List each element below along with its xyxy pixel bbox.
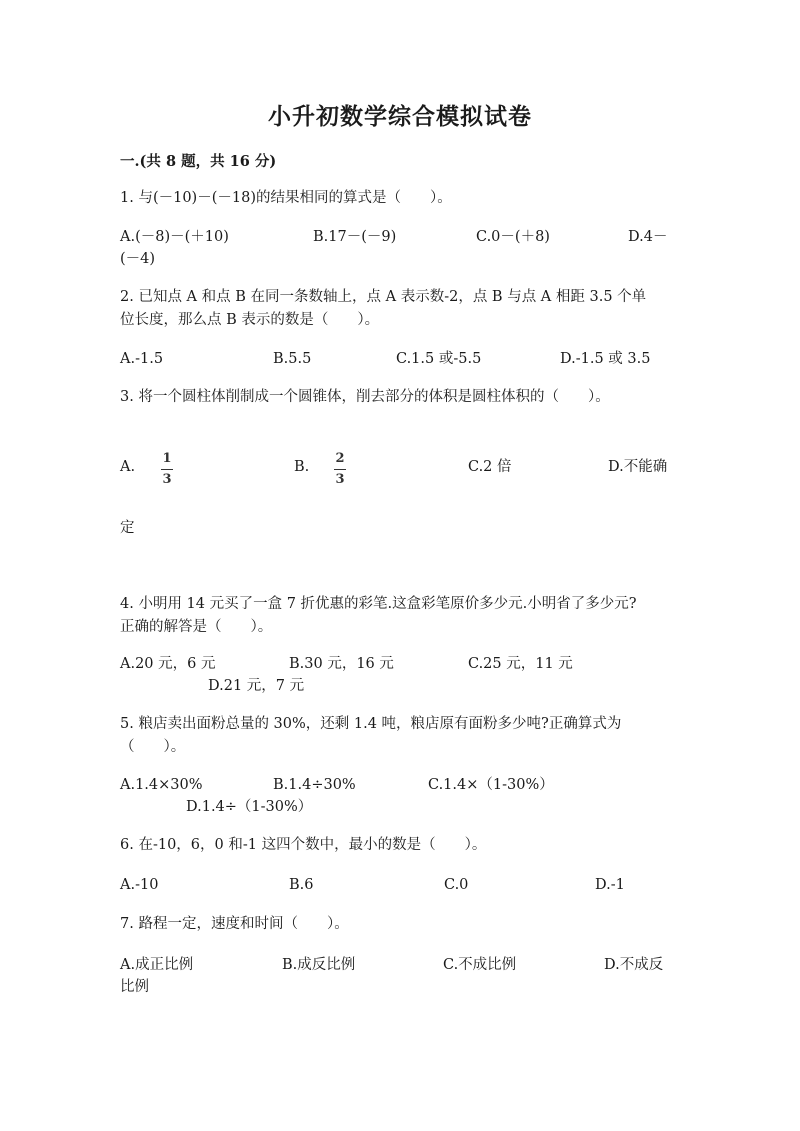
question-3-option-b: B. (294, 459, 310, 475)
question-1-option-d: D.4－ (628, 229, 668, 245)
section-heading: 一.(共 8 题，共 16 分) (120, 153, 277, 170)
question-7-option-b: B.成反比例 (282, 957, 356, 973)
question-5-option-a: A.1.4×30% (120, 777, 203, 793)
question-3-option-c: C.2 倍 (468, 459, 512, 475)
question-2-option-b: B.5.5 (273, 351, 312, 367)
question-7-option-c: C.不成比例 (443, 957, 517, 973)
question-6-option-b: B.6 (289, 877, 314, 893)
page-title: 小升初数学综合模拟试卷 (268, 103, 532, 130)
question-5-stem-line1: 5. 粮店卖出面粉总量的 30%，还剩 1.4 吨，粮店原有面粉多少吨?正确算式为 (120, 716, 622, 732)
question-3-option-a: A. (120, 459, 136, 475)
question-3-option-d: D.不能确 (608, 459, 668, 475)
fraction-denominator: 3 (162, 472, 172, 487)
question-1-option-b: B.17－(－9) (313, 229, 397, 245)
fraction-bar (161, 469, 173, 470)
question-1-option-c: C.0－(＋8) (476, 229, 550, 245)
question-6-option-d: D.-1 (595, 877, 625, 893)
question-1-option-a: A.(－8)－(＋10) (120, 229, 229, 245)
question-2-stem-line1: 2. 已知点 A 和点 B 在同一条数轴上，点 A 表示数-2，点 B 与点 A 相距 3.5 个单 (120, 289, 647, 305)
question-3-option-a-fraction (161, 452, 173, 487)
question-3-option-d-cont: 定 (120, 520, 135, 536)
question-6-option-a: A.-10 (120, 877, 159, 893)
fraction-bar (334, 469, 346, 470)
question-4-stem-line1: 4. 小明用 14 元买了一盒 7 折优惠的彩笔.这盒彩笔原价多少元.小明省了多少元? (120, 596, 637, 612)
question-4-option-d: D.21 元，7 元 (208, 678, 305, 694)
fraction-numerator: 2 (335, 451, 345, 466)
question-6-option-c: C.0 (444, 877, 469, 893)
question-2-stem-line2: 位长度，那么点 B 表示的数是（ ）。 (120, 312, 380, 328)
question-5-option-c: C.1.4×（1-30%） (428, 777, 554, 793)
question-1-option-d-cont: (－4) (120, 251, 156, 267)
question-5-option-b: B.1.4÷30% (273, 777, 356, 793)
question-3-option-b-fraction (334, 452, 346, 487)
question-3-stem: 3. 将一个圆柱体削制成一个圆锥体，削去部分的体积是圆柱体积的（ ）。 (120, 389, 610, 405)
fraction-denominator: 3 (335, 472, 345, 487)
question-4-stem-line2: 正确的解答是（ ）。 (120, 619, 273, 635)
question-4-option-a: A.20 元，6 元 (120, 656, 216, 672)
question-6-stem: 6. 在-10，6，0 和-1 这四个数中，最小的数是（ ）。 (120, 837, 487, 853)
question-5-option-d: D.1.4÷（1-30%） (186, 799, 313, 815)
question-2-option-a: A.-1.5 (120, 351, 164, 367)
question-7-option-a: A.成正比例 (120, 957, 194, 973)
question-4-option-c: C.25 元，11 元 (468, 656, 573, 672)
question-7-option-d-cont: 比例 (120, 979, 149, 995)
question-1-stem: 1. 与(－10)－(－18)的结果相同的算式是（ ）。 (120, 190, 452, 206)
question-4-option-b: B.30 元，16 元 (289, 656, 394, 672)
question-5-stem-line2: （ ）。 (120, 739, 186, 755)
question-2-option-d: D.-1.5 或 3.5 (560, 351, 651, 367)
fraction-numerator: 1 (162, 451, 172, 466)
question-7-stem: 7. 路程一定，速度和时间（ ）。 (120, 916, 349, 932)
question-7-option-d: D.不成反 (604, 957, 664, 973)
question-2-option-c: C.1.5 或-5.5 (396, 351, 482, 367)
